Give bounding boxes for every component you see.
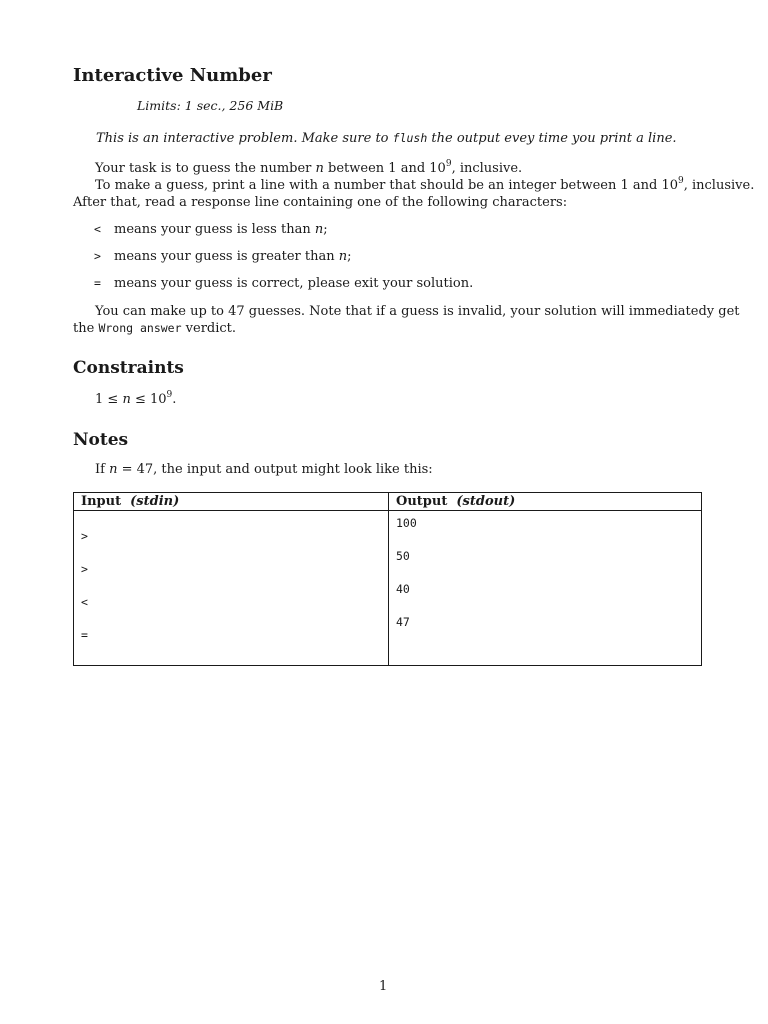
output-cell — [389, 511, 702, 666]
output-line: 100 — [396, 516, 417, 530]
exponent: 9 — [166, 390, 173, 400]
interactive-note-before: This is an interactive problem. Make sure to — [96, 131, 393, 146]
guess-paragraph — [95, 178, 754, 193]
flush-code: flush — [392, 131, 428, 145]
page-title: Interactive Number — [73, 65, 272, 86]
bullet-equal — [94, 276, 473, 291]
guesses-paragraph: You can make up to 47 guesses. Note that if a guess is invalid, your solution will immediatedy get — [95, 304, 740, 319]
bullet-less — [94, 222, 328, 237]
var-n: n — [109, 462, 118, 477]
task-paragraph — [95, 161, 522, 176]
io-table — [73, 492, 702, 666]
bullet-text: means your guess is correct, please exit your solution. — [114, 276, 474, 291]
exponent: 9 — [445, 159, 452, 169]
input-header — [74, 493, 389, 511]
response-paragraph: After that, read a response line containing one of the following characters: — [73, 195, 568, 210]
notes-heading: Notes — [73, 430, 129, 450]
constraint-punct: . — [172, 392, 177, 407]
var-n: n — [122, 392, 131, 407]
interactive-note-after: the output evey time you print a line. — [427, 131, 677, 146]
var-n: n — [315, 161, 324, 176]
notes-text — [95, 462, 433, 477]
less-symbol: < — [94, 222, 101, 236]
guess-text-after: , inclusive. — [683, 178, 755, 193]
bullet-text: means your guess is less than — [114, 222, 315, 237]
equal-symbol: = — [94, 276, 101, 290]
constraints-heading: Constraints — [73, 358, 184, 378]
output-line: 40 — [396, 582, 410, 596]
input-line: = — [81, 628, 88, 642]
var-n: n — [338, 249, 348, 264]
input-line: < — [81, 595, 88, 609]
wrong-answer-code: Wrong answer — [98, 321, 182, 335]
output-line: 47 — [396, 615, 410, 629]
verdict-paragraph — [73, 321, 236, 336]
task-text-before: Your task is to guess the number — [95, 161, 316, 176]
output-header — [389, 493, 702, 511]
verdict-text-before: the — [73, 321, 99, 336]
input-cell — [74, 511, 389, 666]
input-header-sub: (stdin) — [130, 494, 180, 509]
verdict-text-after: verdict. — [181, 321, 237, 336]
bullet-punct: ; — [323, 222, 328, 237]
bullet-text: means your guess is greater than — [114, 249, 339, 264]
page-number: 1 — [379, 979, 388, 994]
greater-symbol: > — [94, 249, 101, 263]
task-text-middle: between 1 and 10 — [323, 161, 446, 176]
limits-text: Limits: 1 sec., 256 MiB — [137, 98, 284, 113]
exponent: 9 — [677, 176, 684, 186]
bullet-punct: ; — [347, 249, 352, 264]
constraint-text — [95, 392, 176, 407]
notes-text-after: = 47, the input and output might look like this: — [117, 462, 433, 477]
output-header-sub: (stdout) — [456, 494, 516, 509]
input-line: > — [81, 562, 88, 576]
interactive-note — [96, 131, 677, 146]
constraint-lhs: 1 ≤ — [95, 392, 123, 407]
input-header-label: Input — [81, 494, 122, 509]
constraint-rhs: ≤ 10 — [130, 392, 167, 407]
task-text-after: , inclusive. — [451, 161, 523, 176]
output-line: 50 — [396, 549, 410, 563]
input-line: > — [81, 529, 88, 543]
output-header-label: Output — [396, 494, 448, 509]
guess-text-before: To make a guess, print a line with a number that should be an integer between 1 and 10 — [95, 178, 678, 193]
var-n: n — [314, 222, 324, 237]
bullet-greater — [94, 249, 352, 264]
notes-text-before: If — [95, 462, 110, 477]
